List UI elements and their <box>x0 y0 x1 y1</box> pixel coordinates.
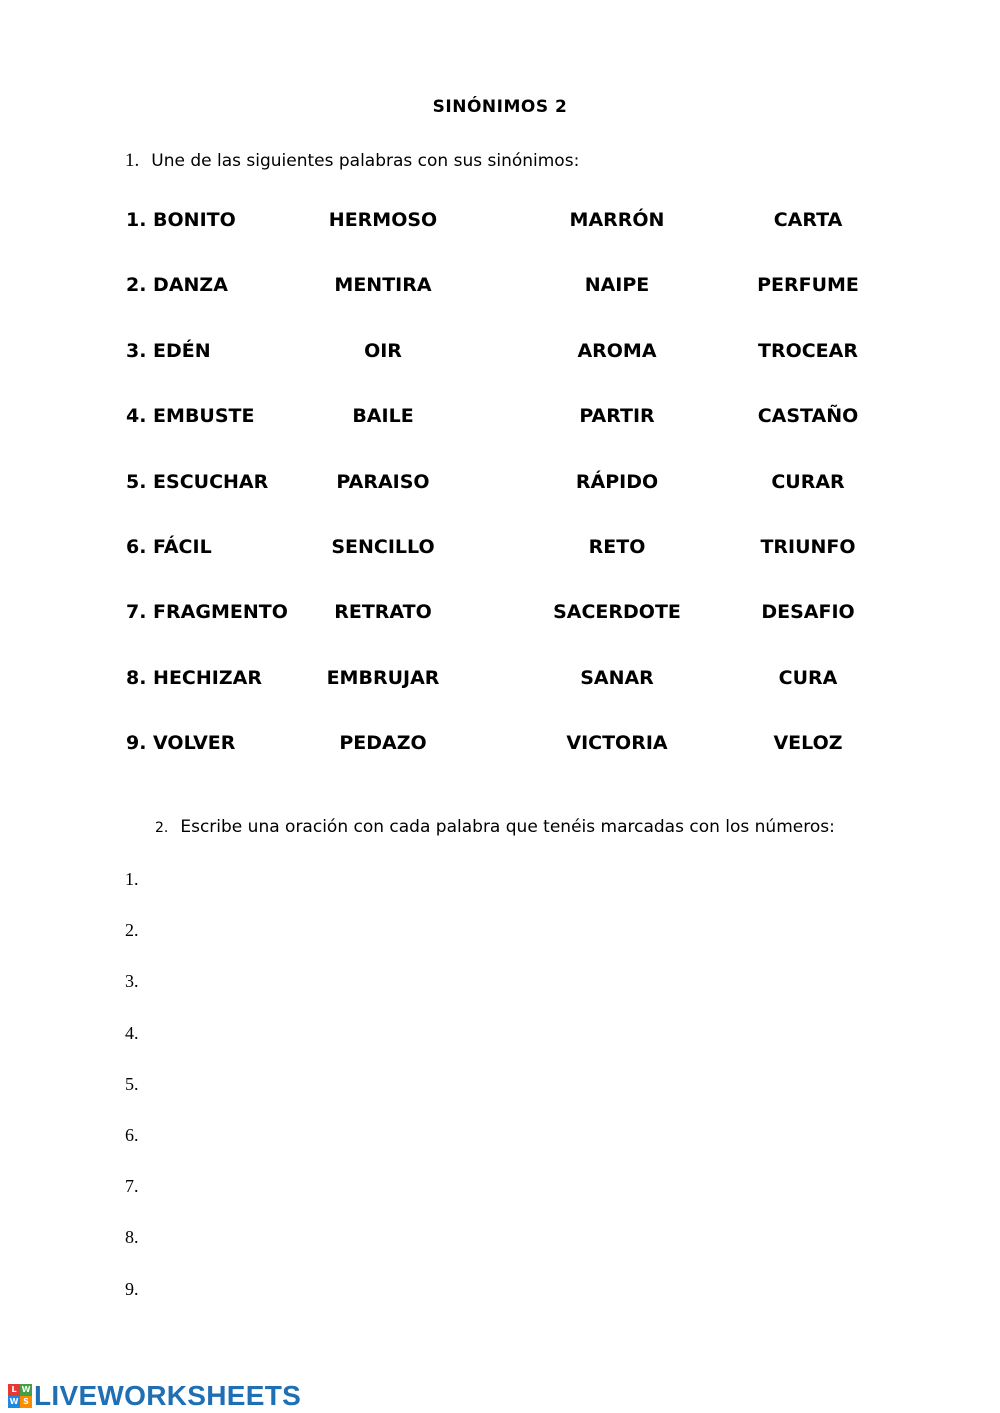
sentence-line-number: 7. <box>125 1176 139 1197</box>
word-option[interactable]: SENCILLO <box>331 535 435 558</box>
word-option[interactable]: PARAISO <box>336 470 430 493</box>
word-option[interactable]: PERFUME <box>757 274 859 297</box>
word-target[interactable]: 5. ESCUCHAR <box>126 470 269 493</box>
sentence-lines <box>125 869 139 1330</box>
word-option[interactable]: CURAR <box>771 470 845 493</box>
word-option[interactable]: MENTIRA <box>334 274 432 297</box>
word-option[interactable]: HERMOSO <box>328 209 438 231</box>
word-option[interactable]: DESAFIO <box>761 601 855 624</box>
word-target[interactable]: 4. EMBUSTE <box>126 405 255 428</box>
word-target[interactable]: 3. EDÉN <box>126 339 211 362</box>
word-option[interactable]: VICTORIA <box>566 732 668 755</box>
word-option[interactable]: CASTAÑO <box>757 405 859 428</box>
word-option[interactable]: SANAR <box>580 666 654 689</box>
word-option[interactable]: CURA <box>778 666 838 689</box>
word-option[interactable]: VELOZ <box>773 732 843 755</box>
logo-mark-cell: S <box>20 1396 32 1408</box>
logo-text: LIVEWORKSHEETS <box>34 1380 302 1411</box>
exercise-2-text: Escribe una oración con cada palabra que tenéis marcadas con los números: <box>180 817 835 837</box>
word-target[interactable]: 1. BONITO <box>126 209 236 231</box>
word-option[interactable]: RETRATO <box>334 601 432 624</box>
sentence-line-number: 3. <box>125 971 139 992</box>
logo-mark-cell: L <box>8 1384 20 1396</box>
word-option[interactable]: OIR <box>364 339 402 362</box>
exercise-2-instruction <box>155 817 835 837</box>
word-option[interactable]: PEDAZO <box>339 732 427 755</box>
sentence-line-number: 6. <box>125 1124 139 1145</box>
sentence-line-number: 4. <box>125 1022 139 1043</box>
word-option[interactable]: BAILE <box>352 405 414 428</box>
word-target[interactable]: 2. DANZA <box>126 274 228 297</box>
word-option[interactable]: RÁPIDO <box>575 470 659 493</box>
exercise-1-number: 1. <box>125 150 140 171</box>
word-option[interactable]: CARTA <box>773 209 843 231</box>
word-option[interactable]: SACERDOTE <box>553 601 681 624</box>
exercise-1-instruction <box>125 150 579 172</box>
word-target[interactable]: 9. VOLVER <box>126 732 236 755</box>
liveworksheets-logo <box>8 1379 301 1413</box>
logo-mark-cell: W <box>9 1397 19 1406</box>
sentence-line-number: 9. <box>125 1278 139 1299</box>
word-option[interactable]: MARRÓN <box>569 209 665 231</box>
exercise-2-number: 2. <box>155 820 169 836</box>
sentence-line-number: 1. <box>125 869 139 889</box>
word-option[interactable]: RETO <box>588 535 646 558</box>
sentence-line-number: 8. <box>125 1227 139 1248</box>
word-target[interactable]: 6. FÁCIL <box>126 535 212 558</box>
word-option[interactable]: EMBRUJAR <box>326 666 440 689</box>
logo-mark-cell: W <box>21 1385 31 1394</box>
page-title: SINÓNIMOS 2 <box>432 97 568 117</box>
word-option[interactable]: TROCEAR <box>757 339 859 362</box>
sentence-line-number: 2. <box>125 920 139 941</box>
exercise-1-text: Une de las siguientes palabras con sus sinónimos: <box>151 151 580 171</box>
word-target[interactable]: 8. HECHIZAR <box>126 666 262 689</box>
word-option[interactable]: NAIPE <box>584 274 650 297</box>
word-option[interactable]: TRIUNFO <box>760 535 856 558</box>
sentence-line-number: 5. <box>125 1073 139 1094</box>
word-target[interactable]: 7. FRAGMENTO <box>126 601 288 624</box>
word-option[interactable]: AROMA <box>577 339 657 362</box>
logo-mark-icon <box>8 1384 32 1408</box>
word-option[interactable]: PARTIR <box>579 405 655 428</box>
